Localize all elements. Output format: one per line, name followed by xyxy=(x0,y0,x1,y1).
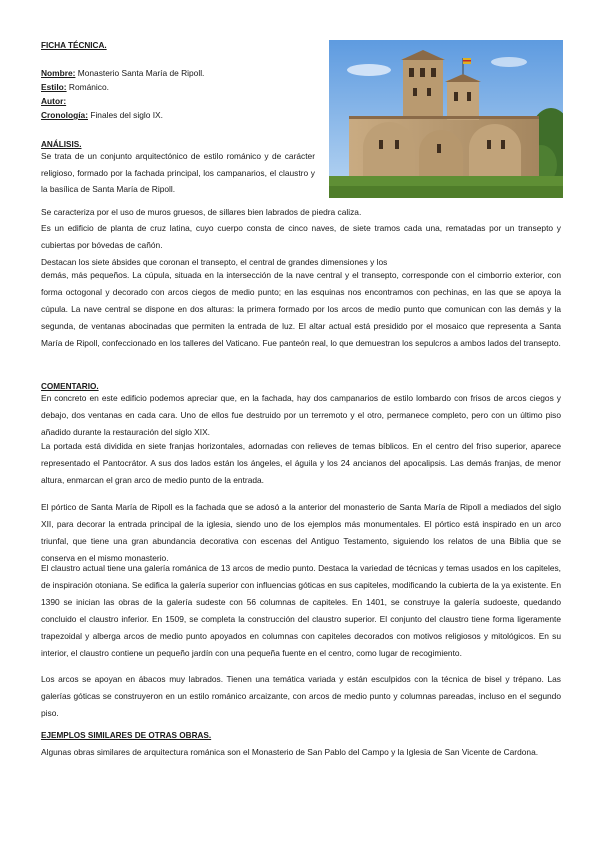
analisis-intro: Se trata de un conjunto arquitectónico de estilo románico y de carácter religioso, formado por la fachada principal, los campanarios, el claustro y la basílica de Santa María de Ripoll. xyxy=(41,151,315,194)
analisis-line-4: demás, más pequeños. La cúpula, situada en la intersección de la nave central y el transepto, corresponde con el cimborrio exterior, con forma octogonal y decorado con arcos ciegos de medio punto; en las esquinas nos encontramos con pechinas, en las que se apoya la cúpula. La nave central se dispone en dos alturas: la primera formado por los arcos de medio punto que comunican con las demás y la segunda, de ventanas abocinadas que permiten la entrada de luz. El altar actual está presidido por el mosaico que representa a Santa María de Ripoll, confeccionado en los talleres del Vaticano. Fue panteón real, lo que demuestran los sepulcros a ambos lados del transepto. xyxy=(41,270,561,348)
comentario-paragraph-4: El claustro actual tiene una galería románica de 13 arcos de medio punto. Destaca la variedad de técnicas y temas usados en los capiteles, de inspiración otoniana. Se edifica la galería superior con influencias góticas en sus capiteles, modificando la cubierta de la ya existente. En 1390 se inician las obras de la galería sudeste con 56 columnas de capiteles. En 1401, se construye la galería sudoeste, quedando concluido el claustro inferior. En 1509, se completa la construcción del claustro superior. El conjunto del claustro tiene forma ligeramente trapezoidal y alberga arcos de medio punto apoyados en columnas con capiteles decorados con motivos religiosos y mitológicos. En su interior, el claustro contiene un pequeño jardín con una pequeña fuente en el centro, como lugar de recogimiento. xyxy=(41,563,561,658)
comentario-paragraph-1: En concreto en este edificio podemos apreciar que, en la fachada, hay dos campanarios de estilo lombardo con frisos de arcos ciegos y debajo, dos ventanas en cada cara. Uno de ellos fue destruido por un terremoto y el otro, permanece completo, pero con un último piso añadido durante la restauración del siglo XIX. xyxy=(41,393,561,437)
monastery-photo xyxy=(329,40,563,198)
heading-comentario: COMENTARIO. xyxy=(41,382,99,391)
comentario-paragraph-2: La portada está dividida en siete franjas horizontales, adornadas con relieves de temas bíblicos. En el centro del friso superior, aparece representado el Pantocrátor. A sus dos lados están los ángeles, el águila y los 24 ancianos del apocalipsis. Las demás franjas, de menor altura, enmarcan el gran arco de medio punto de la entrada. xyxy=(41,441,561,485)
ficha-cronologia xyxy=(41,107,163,124)
analisis-line-3: Destacan los siete ábsides que coronan el transepto, el central de grandes dimensiones y los xyxy=(41,257,388,267)
ejemplos-paragraph: Algunas obras similares de arquitectura románica son el Monasterio de San Pablo del Campo y la Iglesia de San Vicente de Cardona. xyxy=(41,747,539,757)
ficha-nombre-value: Monasterio Santa María de Ripoll. xyxy=(75,68,205,78)
heading-ejemplos: EJEMPLOS SIMILARES DE OTRAS OBRAS. xyxy=(41,731,212,740)
heading-ficha-tecnica: FICHA TÉCNICA. xyxy=(41,41,107,50)
ficha-nombre-label: Nombre: xyxy=(41,68,76,78)
ficha-estilo-value: Románico. xyxy=(66,82,109,92)
monastery-illustration xyxy=(329,40,563,198)
ficha-cronologia-label: Cronología: xyxy=(41,110,88,120)
analisis-line-2: Es un edificio de planta de cruz latina, cuyo cuerpo consta de cinco naves, de siete tramos cada una, rematadas por un transepto y cubiertas por bóvedas de cañón. xyxy=(41,223,561,250)
ficha-autor-label: Autor: xyxy=(41,96,67,106)
comentario-paragraph-5: Los arcos se apoyan en ábacos muy labrados. Tienen una temática variada y están esculpidos con la técnica de bisel y trépano. Las galerías góticas se construyeron en un estilo románico arcaizante, con arcos de medio punto y columnas pareadas, incluso en el segundo piso. xyxy=(41,674,561,718)
ficha-cronologia-value: Finales del siglo IX. xyxy=(88,110,163,120)
comentario-paragraph-3: El pórtico de Santa María de Ripoll es la fachada que se adosó a la anterior del monasterio de Santa María de Ripoll a mediados del siglo XII, para decorar la entrada principal de la iglesia, siendo uno de los ejemplos más monumentales. El pórtico está inspirado en un arco triunfal, que tiene una gran abundancia decorativa con escenas del Antiguo Testamento, siguiendo los relatos de una Biblia que se conserva en el mismo monasterio. xyxy=(41,502,561,563)
heading-analisis: ANÁLISIS. xyxy=(41,140,82,149)
analisis-line-1: Se caracteriza por el uso de muros gruesos, de sillares bien labrados de piedra caliza. xyxy=(41,207,362,217)
ficha-estilo-label: Estilo: xyxy=(41,82,67,92)
